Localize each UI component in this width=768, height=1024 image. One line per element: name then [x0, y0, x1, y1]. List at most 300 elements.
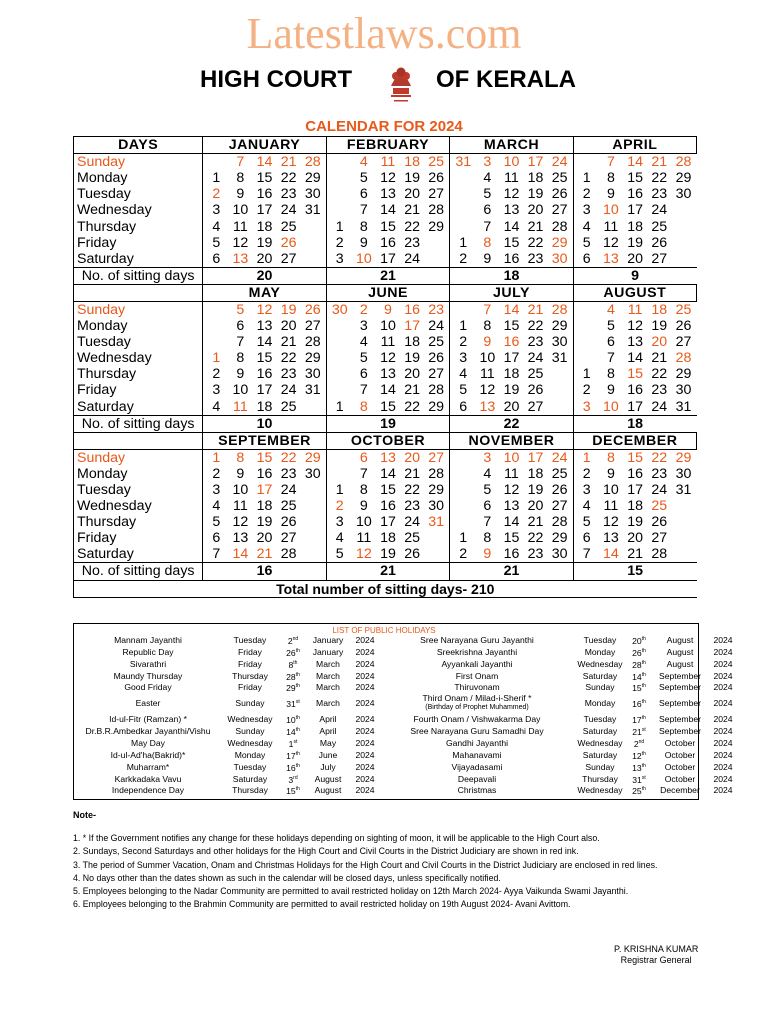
date: 25	[280, 398, 297, 415]
date: 3	[335, 514, 344, 531]
date: 7	[236, 154, 245, 171]
month-cell	[573, 218, 696, 234]
total-sitting-days: Total number of sitting days- 210	[74, 580, 697, 597]
date: 24	[551, 154, 568, 171]
day-name: Friday	[74, 530, 203, 546]
month-cell	[573, 382, 696, 398]
date: 12	[232, 514, 249, 531]
date: 14	[380, 382, 396, 399]
date: 21	[527, 301, 544, 318]
holiday-month: August	[314, 785, 342, 796]
month-cell	[203, 334, 326, 350]
day-name: Thursday	[74, 366, 203, 382]
date: 21	[280, 334, 297, 351]
holiday-year: 2024	[713, 634, 733, 645]
date: 14	[627, 350, 643, 367]
date: 17	[380, 514, 396, 531]
sitting-days-value: 18	[573, 415, 696, 432]
date: 31	[428, 514, 445, 531]
date: 11	[627, 301, 643, 318]
date: 26	[551, 186, 568, 203]
month-cell	[573, 466, 696, 482]
note-item: 2. Sundays, Second Saturdays and other holidays for the High Court and Civil Courts in the District Judiciary are shown in red ink.	[73, 846, 579, 857]
month-cell	[450, 382, 573, 398]
month-cell	[450, 514, 573, 530]
date: 29	[428, 482, 445, 499]
date	[328, 202, 352, 218]
holiday-name: Fourth Onam / Vishwakarma Day	[413, 714, 541, 725]
site-watermark: Latestlaws.com	[246, 9, 522, 58]
date: 15	[256, 350, 273, 367]
month-cell	[450, 449, 573, 466]
date: 28	[428, 202, 445, 219]
holiday-name: Vijayadasami	[451, 761, 503, 772]
date: 2	[582, 186, 591, 203]
date	[671, 530, 695, 546]
date: 19	[503, 382, 520, 399]
date: 30	[428, 498, 445, 515]
date: 30	[551, 334, 568, 351]
date: 27	[527, 398, 544, 415]
holiday-month: December	[660, 785, 700, 796]
date: 19	[404, 170, 420, 187]
holiday-weekday: Monday	[584, 646, 616, 657]
date: 30	[304, 186, 321, 203]
sitting-days-value: 18	[450, 267, 573, 284]
month-name: JULY	[450, 284, 573, 301]
holiday-weekday: Wednesday	[577, 737, 623, 748]
date: 3	[212, 202, 221, 219]
holiday-month: March	[316, 658, 340, 669]
holiday-weekday: Wednesday	[227, 714, 273, 725]
date: 26	[428, 170, 445, 187]
week-row	[74, 546, 697, 563]
week-row	[74, 154, 697, 171]
date: 2	[212, 366, 221, 383]
holiday-month: October	[664, 773, 696, 784]
holiday-date: 14th	[286, 727, 300, 738]
month-cell	[326, 350, 449, 366]
date: 24	[651, 482, 668, 499]
holiday-weekday: Thursday	[232, 670, 268, 681]
sitting-days-row	[74, 563, 697, 580]
month-cell	[326, 399, 449, 416]
date: 25	[675, 301, 692, 318]
date: 5	[212, 514, 221, 531]
date: 13	[232, 250, 249, 267]
date: 5	[483, 186, 492, 203]
date	[328, 366, 352, 382]
sitting-days-value: 21	[326, 267, 449, 284]
holiday-name: Third Onam / Milad-i-Sherif * (Birthday of Prophet Muhammed)	[422, 693, 532, 712]
date: 1	[459, 530, 468, 547]
month-header-row	[74, 137, 697, 154]
holiday-year: 2024	[713, 698, 733, 709]
holiday-year: 2024	[355, 634, 375, 645]
date: 5	[335, 546, 344, 563]
date: 16	[256, 186, 273, 203]
holiday-row	[76, 749, 738, 761]
date	[301, 546, 325, 562]
month-cell	[326, 449, 449, 466]
month-cell	[203, 530, 326, 546]
date: 16	[627, 186, 643, 203]
date: 9	[236, 465, 245, 482]
date: 27	[428, 366, 445, 383]
date: 6	[212, 250, 221, 267]
holiday-name: Republic Day	[122, 646, 174, 657]
holiday-weekday: Saturday	[582, 726, 618, 737]
date: 14	[256, 154, 273, 171]
date	[671, 235, 695, 251]
note-item: 1. * If the Government notifies any change for these holidays depending on sighting of moon, it will be applicable to the High Court also.	[73, 833, 600, 843]
date: 23	[651, 465, 668, 482]
date: 28	[280, 546, 297, 563]
week-row	[74, 334, 697, 350]
date: 5	[212, 234, 221, 251]
month-cell	[203, 366, 326, 382]
date: 23	[428, 301, 445, 318]
month-cell	[573, 366, 696, 382]
date: 13	[603, 530, 619, 547]
date: 10	[232, 482, 249, 499]
holiday-weekday: Tuesday	[583, 714, 617, 725]
date: 2	[359, 301, 368, 318]
date: 6	[236, 318, 245, 335]
month-name: OCTOBER	[326, 432, 449, 449]
date: 23	[651, 382, 668, 399]
month-cell	[203, 466, 326, 482]
date: 26	[404, 546, 420, 563]
date: 26	[651, 234, 668, 251]
month-name: DECEMBER	[573, 432, 696, 449]
day-name: Sunday	[74, 449, 203, 466]
week-row	[74, 251, 697, 268]
date: 11	[380, 334, 396, 351]
date: 16	[256, 465, 273, 482]
date: 16	[256, 366, 273, 383]
holiday-year: 2024	[355, 698, 375, 709]
month-cell	[203, 154, 326, 171]
holiday-weekday: Saturday	[232, 773, 268, 784]
date	[301, 219, 325, 235]
date: 27	[651, 530, 668, 547]
date: 28	[551, 301, 568, 318]
holiday-year: 2024	[713, 773, 733, 784]
note-item: 3. The period of Summer Vacation, Onam and Christmas Holidays for the High Court and Civil Courts in the District Judiciary are enclosed in red lines.	[73, 859, 658, 870]
date: 10	[232, 202, 249, 219]
week-row	[74, 186, 697, 202]
date: 5	[483, 482, 492, 499]
holiday-date: 8th	[288, 659, 298, 670]
date: 13	[256, 318, 273, 335]
holiday-name: Karkkadaka Vavu	[114, 773, 182, 784]
month-cell	[326, 382, 449, 398]
date: 14	[503, 301, 520, 318]
holiday-year: 2024	[355, 737, 375, 748]
date: 29	[551, 318, 568, 335]
date: 28	[551, 514, 568, 531]
month-cell	[573, 482, 696, 498]
holidays-table	[76, 634, 738, 796]
holiday-date: 17th	[286, 750, 300, 761]
week-row	[74, 170, 697, 186]
holiday-row	[76, 737, 738, 749]
date: 14	[503, 514, 520, 531]
date: 12	[627, 318, 643, 335]
holiday-date: 29th	[286, 683, 300, 694]
holiday-row	[76, 646, 738, 658]
date: 1	[335, 398, 344, 415]
date: 8	[606, 170, 615, 187]
date: 19	[527, 482, 544, 499]
holiday-name: Deepavali	[457, 773, 497, 784]
holiday-year: 2024	[713, 749, 733, 760]
date: 2	[212, 186, 221, 203]
holiday-name: Muharram*	[126, 761, 170, 772]
note-item: 6. Employees belonging to the Brahmin Community are permitted to avail restricted holiday on 19th August 2024- Avani Avittom.	[73, 899, 571, 910]
date: 27	[304, 318, 321, 335]
date	[671, 514, 695, 530]
date	[328, 318, 352, 334]
date: 13	[603, 250, 619, 267]
date: 30	[304, 465, 321, 482]
holiday-date: 3rd	[288, 774, 298, 785]
holiday-year: 2024	[355, 773, 375, 784]
week-row	[74, 218, 697, 234]
date: 26	[304, 301, 321, 318]
date: 19	[380, 546, 396, 563]
date: 14	[256, 334, 273, 351]
date: 9	[483, 334, 492, 351]
date: 19	[404, 350, 420, 367]
date	[548, 382, 572, 398]
holiday-weekday: Saturday	[582, 749, 618, 760]
holiday-month: March	[316, 698, 340, 709]
week-row	[74, 350, 697, 366]
holiday-weekday: Tuesday	[233, 634, 267, 645]
holiday-weekday: Thursday	[582, 773, 618, 784]
date: 11	[603, 218, 619, 235]
sitting-days-value: 9	[573, 267, 696, 284]
date	[328, 334, 352, 350]
date: 2	[212, 465, 221, 482]
date: 31	[551, 350, 568, 367]
date: 13	[380, 186, 396, 203]
week-row	[74, 382, 697, 398]
date: 3	[582, 202, 591, 219]
holiday-weekday: Monday	[234, 749, 266, 760]
date: 7	[483, 218, 492, 235]
date: 3	[212, 482, 221, 499]
holiday-weekday: Wednesday	[577, 785, 623, 796]
date: 11	[233, 218, 248, 235]
month-cell	[203, 399, 326, 416]
date: 19	[651, 318, 668, 335]
holiday-name: Ayyankali Jayanthi	[441, 658, 513, 669]
date: 1	[335, 482, 344, 499]
date: 24	[280, 482, 297, 499]
date	[424, 235, 448, 251]
holiday-row	[76, 693, 738, 713]
date: 7	[606, 350, 615, 367]
holiday-date: 28th	[286, 671, 300, 682]
month-cell	[450, 154, 573, 171]
holiday-row	[76, 784, 738, 796]
date: 11	[233, 398, 248, 415]
date: 7	[212, 546, 221, 563]
date: 4	[582, 218, 591, 235]
date: 21	[404, 382, 420, 399]
date: 5	[459, 382, 468, 399]
date: 1	[335, 218, 344, 235]
date: 6	[582, 250, 591, 267]
date: 28	[304, 154, 321, 171]
holiday-date: 15th	[286, 786, 300, 797]
date: 20	[280, 318, 297, 335]
sitting-days-label: No. of sitting days	[74, 415, 203, 432]
days-header	[74, 432, 203, 449]
holiday-month: August	[666, 658, 694, 669]
date: 29	[551, 234, 568, 251]
date: 17	[256, 382, 273, 399]
month-cell	[450, 546, 573, 563]
date	[301, 498, 325, 514]
month-cell	[450, 399, 573, 416]
holiday-weekday: Sunday	[235, 726, 265, 737]
holiday-date: 2nd	[633, 738, 645, 749]
date: 26	[551, 482, 568, 499]
date: 8	[236, 170, 245, 187]
holiday-date: 28th	[632, 659, 646, 670]
month-cell	[203, 350, 326, 366]
date: 19	[627, 514, 643, 531]
date: 27	[675, 334, 692, 351]
date: 16	[380, 498, 396, 515]
date: 17	[380, 250, 396, 267]
holiday-row	[76, 713, 738, 725]
date: 6	[483, 498, 492, 515]
date	[548, 399, 572, 415]
date: 17	[627, 398, 643, 415]
date: 23	[527, 546, 544, 563]
week-row	[74, 235, 697, 251]
date: 23	[280, 465, 297, 482]
week-row	[74, 301, 697, 318]
sitting-days-value: 16	[203, 563, 326, 580]
date: 20	[651, 334, 668, 351]
date	[424, 530, 448, 546]
date	[301, 530, 325, 546]
date: 17	[627, 482, 643, 499]
date: 25	[428, 154, 445, 171]
sitting-days-value: 21	[450, 563, 573, 580]
date: 25	[651, 218, 668, 235]
month-cell	[326, 218, 449, 234]
date: 5	[359, 350, 368, 367]
date: 11	[504, 465, 519, 482]
holiday-date: 21st	[632, 727, 646, 738]
holiday-month: September	[658, 682, 702, 693]
date: 29	[675, 449, 692, 466]
date: 27	[551, 498, 568, 515]
date: 27	[651, 250, 668, 267]
week-row	[74, 318, 697, 334]
holiday-year: 2024	[355, 658, 375, 669]
month-cell	[326, 498, 449, 514]
date: 16	[503, 546, 520, 563]
sitting-days-row	[74, 267, 697, 284]
date: 8	[359, 482, 368, 499]
date: 23	[280, 366, 297, 383]
court-title-right: OF KERALA	[436, 66, 576, 93]
date: 20	[404, 366, 420, 383]
date: 7	[359, 465, 368, 482]
signature-block	[614, 944, 698, 966]
date: 21	[404, 202, 420, 219]
date: 20	[404, 186, 420, 203]
date: 16	[503, 334, 520, 351]
date: 4	[459, 366, 468, 383]
month-cell	[573, 399, 696, 416]
holiday-month: September	[658, 714, 702, 725]
month-cell	[203, 514, 326, 530]
date: 7	[606, 154, 615, 171]
month-cell	[450, 251, 573, 268]
week-row	[74, 366, 697, 382]
holiday-date: 13th	[632, 762, 646, 773]
date	[575, 318, 599, 334]
date: 7	[359, 202, 368, 219]
date: 30	[551, 546, 568, 563]
date: 6	[359, 449, 368, 466]
month-cell	[326, 466, 449, 482]
date: 5	[582, 234, 591, 251]
week-row	[74, 514, 697, 530]
date: 22	[404, 482, 420, 499]
month-cell	[326, 154, 449, 171]
date	[328, 450, 352, 466]
date: 21	[280, 154, 297, 171]
date: 1	[582, 366, 591, 383]
date: 9	[483, 546, 492, 563]
date	[575, 334, 599, 350]
date: 29	[304, 350, 321, 367]
date: 6	[582, 530, 591, 547]
day-name: Sunday	[74, 301, 203, 318]
holiday-date: 16th	[632, 699, 646, 710]
holiday-row	[76, 773, 738, 785]
month-cell	[573, 530, 696, 546]
holiday-name: Easter	[135, 698, 161, 709]
month-cell	[573, 170, 696, 186]
date: 13	[479, 398, 496, 415]
month-cell	[326, 530, 449, 546]
holiday-year: 2024	[713, 646, 733, 657]
holiday-weekday: Friday	[238, 682, 262, 693]
date: 27	[551, 202, 568, 219]
date: 10	[503, 449, 520, 466]
date: 24	[280, 382, 297, 399]
date: 15	[503, 318, 520, 335]
holiday-name: Mannam Jayanthi	[114, 634, 182, 645]
date: 2	[335, 234, 344, 251]
date: 16	[380, 234, 396, 251]
month-name: MARCH	[450, 137, 573, 154]
holiday-year: 2024	[355, 670, 375, 681]
date: 9	[359, 234, 368, 251]
notes-list	[73, 832, 657, 912]
